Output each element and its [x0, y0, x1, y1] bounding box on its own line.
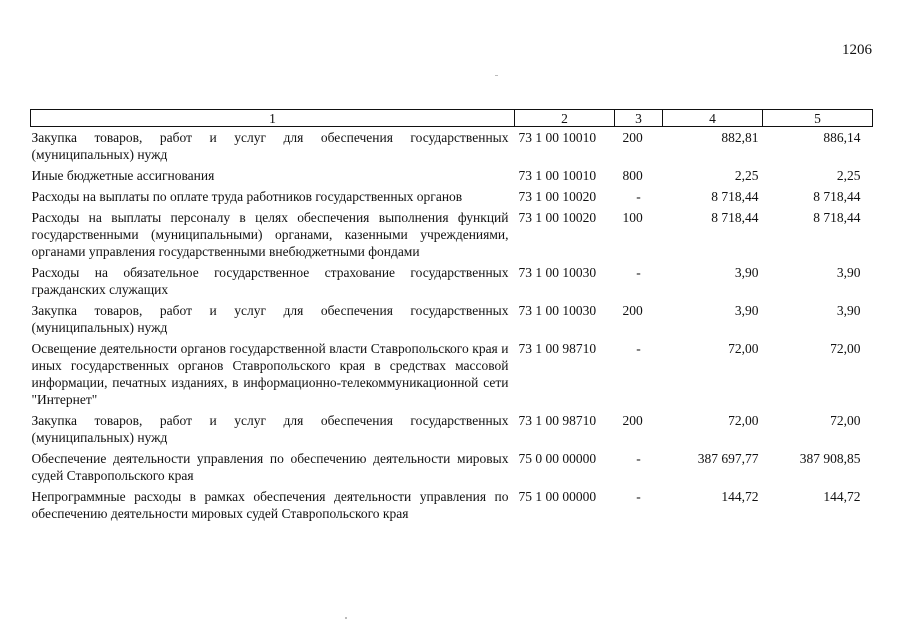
row-value-5: 3,90 [836, 303, 861, 318]
table-body [31, 127, 873, 525]
row-type: 200 [622, 303, 643, 318]
row-value-4: 8 718,44 [711, 210, 759, 225]
row-name: Иные бюджетные ассигнования [31, 168, 215, 183]
table-row [31, 486, 873, 524]
row-code: 73 1 00 10020 [518, 189, 597, 204]
row-value-4: 387 697,77 [697, 451, 759, 466]
row-code: 75 0 00 00000 [518, 451, 597, 466]
row-value-5: 72,00 [830, 413, 861, 428]
row-name: Расходы на обязательное государственное страхование государственных гражданских служащих [31, 265, 509, 297]
table-row [31, 300, 873, 338]
row-value-4: 2,25 [734, 168, 759, 183]
row-code: 75 1 00 00000 [518, 489, 597, 504]
row-value-4: 8 718,44 [711, 189, 759, 204]
row-value-5: 886,14 [823, 130, 861, 145]
row-value-5: 8 718,44 [813, 210, 861, 225]
header-col-5: 5 [763, 110, 873, 127]
row-code: 73 1 00 10030 [518, 303, 597, 318]
row-value-5: 8 718,44 [813, 189, 861, 204]
row-code: 73 1 00 10010 [518, 168, 597, 183]
row-name: Обеспечение деятельности управления по обеспечению деятельности мировых судей Ставропольского края [31, 451, 509, 483]
row-code: 73 1 00 10020 [518, 210, 597, 225]
row-name: Закупка товаров, работ и услуг для обеспечения государственных (муниципальных) нужд [31, 303, 509, 335]
row-type: - [636, 189, 641, 204]
row-type: - [636, 451, 641, 466]
row-value-5: 3,90 [836, 265, 861, 280]
budget-table [30, 109, 873, 524]
table-row [31, 207, 873, 262]
row-value-5: 144,72 [823, 489, 861, 504]
row-value-4: 882,81 [721, 130, 759, 145]
row-type: 200 [622, 130, 643, 145]
row-value-4: 144,72 [721, 489, 759, 504]
table-row [31, 448, 873, 486]
table-row [31, 410, 873, 448]
scan-dot-bottom [345, 617, 347, 619]
page-number: 1206 [842, 42, 872, 58]
table-row [31, 186, 873, 207]
row-value-5: 2,25 [836, 168, 861, 183]
row-name: Непрограммные расходы в рамках обеспечения деятельности управления по обеспечению деятельности мировых судей Ставропольского края [31, 489, 509, 521]
row-name: Расходы на выплаты персоналу в целях обеспечения выполнения функций государственными (муниципальными) органами, казенными учреждениями, органами управления государственными внебюджетными фондами [31, 210, 509, 259]
row-name: Освещение деятельности органов государственной власти Ставропольского края и иных государственных органов Ставропольского края в средствах массовой информации, печатных изданиях, в информационно-телекоммуникационной сети "Интернет" [31, 341, 509, 407]
row-code: 73 1 00 98710 [518, 341, 597, 356]
header-row [31, 110, 873, 127]
row-code: 73 1 00 10010 [518, 130, 597, 145]
row-type: 100 [622, 210, 643, 225]
table-row [31, 165, 873, 186]
row-value-5: 387 908,85 [799, 451, 861, 466]
row-type: - [636, 265, 641, 280]
row-value-5: 72,00 [830, 341, 861, 356]
row-type: 800 [622, 168, 643, 183]
row-value-4: 72,00 [728, 341, 759, 356]
row-code: 73 1 00 10030 [518, 265, 597, 280]
row-code: 73 1 00 98710 [518, 413, 597, 428]
table-header [31, 110, 873, 127]
table-row [31, 262, 873, 300]
table-row [31, 127, 873, 166]
header-col-2: 2 [515, 110, 615, 127]
row-type: - [636, 341, 641, 356]
row-name: Закупка товаров, работ и услуг для обеспечения государственных (муниципальных) нужд [31, 130, 509, 162]
row-type: 200 [622, 413, 643, 428]
table-row [31, 338, 873, 410]
header-col-3: 3 [615, 110, 663, 127]
row-value-4: 3,90 [734, 303, 759, 318]
scan-dot [495, 75, 498, 76]
row-name: Закупка товаров, работ и услуг для обеспечения государственных (муниципальных) нужд [31, 413, 509, 445]
row-value-4: 72,00 [728, 413, 759, 428]
row-type: - [636, 489, 641, 504]
header-col-1: 1 [31, 110, 515, 127]
row-value-4: 3,90 [734, 265, 759, 280]
header-col-4: 4 [663, 110, 763, 127]
row-name: Расходы на выплаты по оплате труда работников государственных органов [31, 189, 463, 204]
